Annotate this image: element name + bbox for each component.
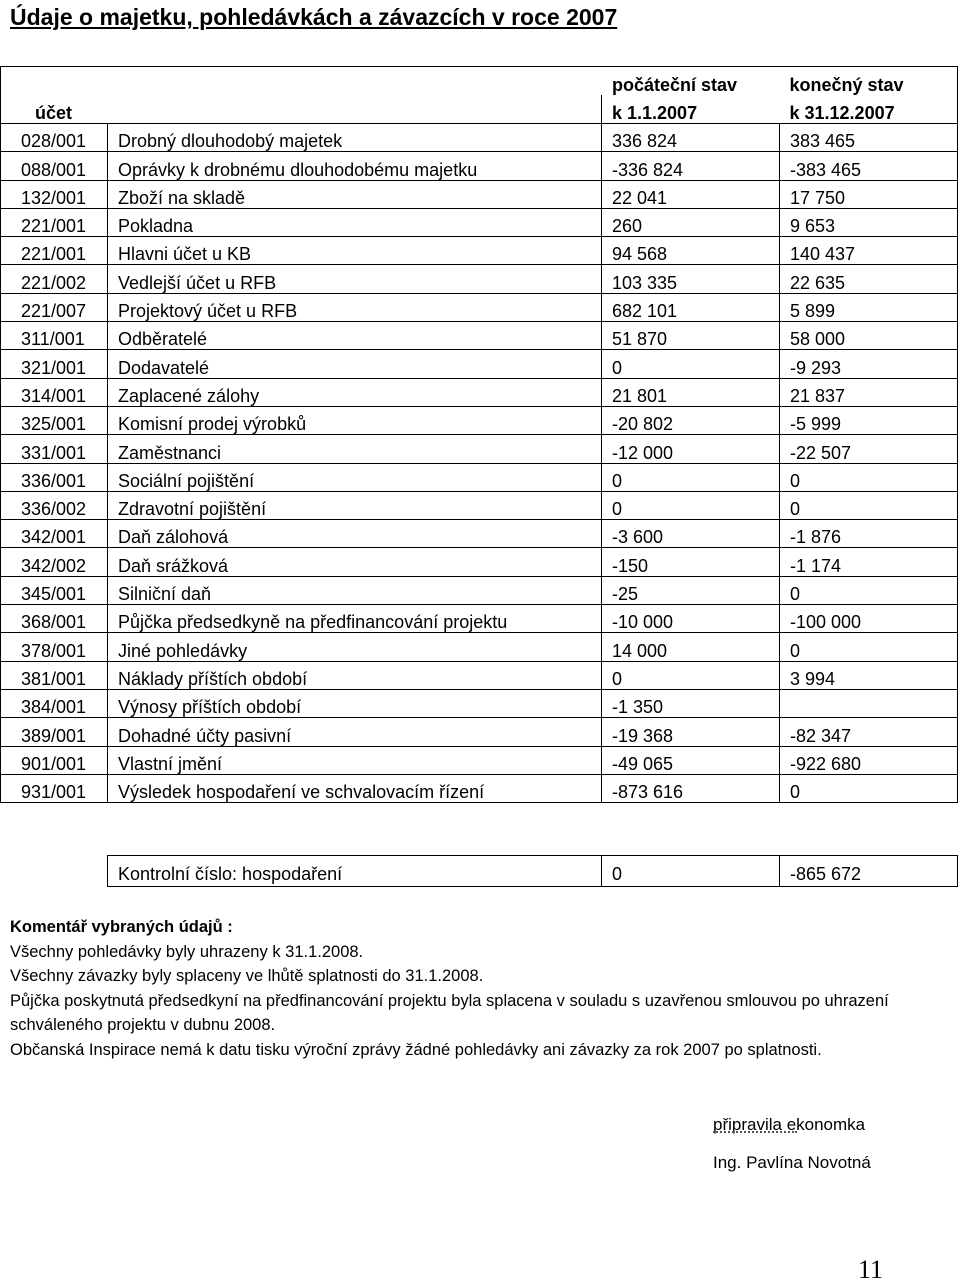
control-table bbox=[107, 855, 958, 887]
account-cell: 342/002 bbox=[1, 548, 108, 576]
start-value-cell: -12 000 bbox=[602, 435, 780, 463]
name-cell: Výsledek hospodaření ve schvalovacím řízení bbox=[108, 774, 602, 802]
table-row bbox=[1, 293, 958, 321]
end-value-cell: -383 465 bbox=[780, 152, 958, 180]
end-value-cell: -82 347 bbox=[780, 718, 958, 746]
header-end-label: konečný stav bbox=[780, 67, 958, 96]
comment-line: Občanská Inspirace nemá k datu tisku výroční zprávy žádné pohledávky ani závazky za rok 2007 po splatnosti. bbox=[10, 1040, 822, 1059]
control-end-value: -865 672 bbox=[780, 856, 958, 887]
signature-role: připravila ekonomka bbox=[713, 1115, 866, 1134]
end-value-cell: 21 837 bbox=[780, 378, 958, 406]
name-cell: Komisní prodej výrobků bbox=[108, 406, 602, 434]
name-cell: Dodavatelé bbox=[108, 350, 602, 378]
start-value-cell: -20 802 bbox=[602, 406, 780, 434]
account-cell: 331/001 bbox=[1, 435, 108, 463]
end-value-cell: 3 994 bbox=[780, 661, 958, 689]
name-cell: Daň srážková bbox=[108, 548, 602, 576]
end-value-cell: -5 999 bbox=[780, 406, 958, 434]
start-value-cell: -873 616 bbox=[602, 774, 780, 802]
name-cell: Zboží na skladě bbox=[108, 180, 602, 208]
header-cell bbox=[108, 95, 602, 124]
account-cell: 028/001 bbox=[1, 124, 108, 152]
header-start-date: k 1.1.2007 bbox=[602, 95, 780, 124]
table-header-row bbox=[1, 67, 958, 96]
start-value-cell: -25 bbox=[602, 576, 780, 604]
name-cell: Zdravotní pojištění bbox=[108, 491, 602, 519]
end-value-cell: -1 174 bbox=[780, 548, 958, 576]
end-value-cell: -1 876 bbox=[780, 520, 958, 548]
end-value-cell: 0 bbox=[780, 491, 958, 519]
table-row bbox=[1, 350, 958, 378]
table-row bbox=[1, 605, 958, 633]
comment-line: Všechny pohledávky byly uhrazeny k 31.1.2008. bbox=[10, 942, 364, 961]
start-value-cell: -3 600 bbox=[602, 520, 780, 548]
table-row bbox=[1, 237, 958, 265]
start-value-cell: 260 bbox=[602, 208, 780, 236]
account-cell: 325/001 bbox=[1, 406, 108, 434]
name-cell: Vlastní jmění bbox=[108, 746, 602, 774]
table-row bbox=[1, 435, 958, 463]
signature-block bbox=[713, 1116, 871, 1172]
table-row bbox=[1, 406, 958, 434]
account-cell: 368/001 bbox=[1, 605, 108, 633]
control-label: Kontrolní číslo: hospodaření bbox=[108, 856, 602, 887]
table-row bbox=[1, 180, 958, 208]
name-cell: Daň zálohová bbox=[108, 520, 602, 548]
table-row bbox=[1, 208, 958, 236]
name-cell: Drobný dlouhodobý majetek bbox=[108, 124, 602, 152]
account-cell: 381/001 bbox=[1, 661, 108, 689]
start-value-cell: 682 101 bbox=[602, 293, 780, 321]
account-cell: 221/001 bbox=[1, 237, 108, 265]
header-end-date: k 31.12.2007 bbox=[780, 95, 958, 124]
account-cell: 336/002 bbox=[1, 491, 108, 519]
table-row bbox=[1, 689, 958, 717]
header-cell bbox=[108, 67, 602, 96]
end-value-cell: 0 bbox=[780, 774, 958, 802]
start-value-cell: 94 568 bbox=[602, 237, 780, 265]
account-cell: 345/001 bbox=[1, 576, 108, 604]
account-cell: 221/001 bbox=[1, 208, 108, 236]
start-value-cell: 51 870 bbox=[602, 322, 780, 350]
control-start-value: 0 bbox=[602, 856, 780, 887]
start-value-cell: 103 335 bbox=[602, 265, 780, 293]
name-cell: Sociální pojištění bbox=[108, 463, 602, 491]
start-value-cell: 0 bbox=[602, 350, 780, 378]
end-value-cell: -22 507 bbox=[780, 435, 958, 463]
end-value-cell: 0 bbox=[780, 633, 958, 661]
start-value-cell: 21 801 bbox=[602, 378, 780, 406]
account-cell: 931/001 bbox=[1, 774, 108, 802]
start-value-cell: -336 824 bbox=[602, 152, 780, 180]
account-cell: 384/001 bbox=[1, 689, 108, 717]
end-value-cell: 0 bbox=[780, 463, 958, 491]
comment-title: Komentář vybraných údajů : bbox=[10, 918, 233, 936]
name-cell: Projektový účet u RFB bbox=[108, 293, 602, 321]
start-value-cell: 336 824 bbox=[602, 124, 780, 152]
start-value-cell: -10 000 bbox=[602, 605, 780, 633]
name-cell: Náklady příštích období bbox=[108, 661, 602, 689]
header-cell bbox=[1, 67, 108, 96]
end-value-cell: 9 653 bbox=[780, 208, 958, 236]
end-value-cell: 0 bbox=[780, 576, 958, 604]
table-row bbox=[1, 548, 958, 576]
header-account-label: účet bbox=[1, 95, 108, 124]
comment-line: Půjčka poskytnutá předsedkyní na předfinancování projektu byla splacena v souladu s uzavřenou smlouvou po uhrazení schváleného projektu v dubnu 2008. bbox=[10, 991, 889, 1034]
assets-table bbox=[0, 66, 958, 803]
account-cell: 314/001 bbox=[1, 378, 108, 406]
account-cell: 378/001 bbox=[1, 633, 108, 661]
table-header-row bbox=[1, 95, 958, 124]
name-cell: Odběratelé bbox=[108, 322, 602, 350]
start-value-cell: -150 bbox=[602, 548, 780, 576]
account-cell: 389/001 bbox=[1, 718, 108, 746]
table-row bbox=[1, 661, 958, 689]
start-value-cell: 22 041 bbox=[602, 180, 780, 208]
comment-section bbox=[10, 915, 950, 1062]
start-value-cell: -1 350 bbox=[602, 689, 780, 717]
end-value-cell: -100 000 bbox=[780, 605, 958, 633]
end-value-cell: -9 293 bbox=[780, 350, 958, 378]
start-value-cell: 0 bbox=[602, 491, 780, 519]
name-cell: Výnosy příštích období bbox=[108, 689, 602, 717]
name-cell: Hlavni účet u KB bbox=[108, 237, 602, 265]
table-row bbox=[1, 718, 958, 746]
table-row bbox=[1, 378, 958, 406]
end-value-cell: 5 899 bbox=[780, 293, 958, 321]
start-value-cell: -19 368 bbox=[602, 718, 780, 746]
start-value-cell: -49 065 bbox=[602, 746, 780, 774]
account-cell: 088/001 bbox=[1, 152, 108, 180]
table-row bbox=[1, 463, 958, 491]
name-cell: Oprávky k drobnému dlouhodobému majetku bbox=[108, 152, 602, 180]
start-value-cell: 14 000 bbox=[602, 633, 780, 661]
end-value-cell: 22 635 bbox=[780, 265, 958, 293]
page-number: 11 bbox=[858, 1255, 884, 1284]
name-cell: Pokladna bbox=[108, 208, 602, 236]
control-row bbox=[108, 856, 958, 887]
name-cell: Zaměstnanci bbox=[108, 435, 602, 463]
signature-name: Ing. Pavlína Novotná bbox=[713, 1153, 871, 1172]
account-cell: 901/001 bbox=[1, 746, 108, 774]
end-value-cell bbox=[780, 689, 958, 717]
account-cell: 321/001 bbox=[1, 350, 108, 378]
name-cell: Silniční daň bbox=[108, 576, 602, 604]
end-value-cell: -922 680 bbox=[780, 746, 958, 774]
end-value-cell: 58 000 bbox=[780, 322, 958, 350]
handwritten-signature bbox=[713, 1134, 871, 1154]
header-start-label: počáteční stav bbox=[602, 67, 780, 96]
name-cell: Zaplacené zálohy bbox=[108, 378, 602, 406]
table-row bbox=[1, 633, 958, 661]
start-value-cell: 0 bbox=[602, 463, 780, 491]
page-title: Údaje o majetku, pohledávkách a závazcích v roce 2007 bbox=[10, 4, 618, 30]
account-cell: 342/001 bbox=[1, 520, 108, 548]
account-cell: 132/001 bbox=[1, 180, 108, 208]
account-cell: 221/002 bbox=[1, 265, 108, 293]
end-value-cell: 140 437 bbox=[780, 237, 958, 265]
start-value-cell: 0 bbox=[602, 661, 780, 689]
account-cell: 311/001 bbox=[1, 322, 108, 350]
table-row bbox=[1, 152, 958, 180]
name-cell: Dohadné účty pasivní bbox=[108, 718, 602, 746]
table-row bbox=[1, 774, 958, 802]
end-value-cell: 383 465 bbox=[780, 124, 958, 152]
end-value-cell: 17 750 bbox=[780, 180, 958, 208]
table-row bbox=[1, 576, 958, 604]
name-cell: Půjčka předsedkyně na předfinancování projektu bbox=[108, 605, 602, 633]
name-cell: Jiné pohledávky bbox=[108, 633, 602, 661]
account-cell: 221/007 bbox=[1, 293, 108, 321]
comment-line: Všechny závazky byly splaceny ve lhůtě splatnosti do 31.1.2008. bbox=[10, 967, 484, 985]
table-row bbox=[1, 520, 958, 548]
table-row bbox=[1, 322, 958, 350]
table-row bbox=[1, 124, 958, 152]
account-cell: 336/001 bbox=[1, 463, 108, 491]
name-cell: Vedlejší účet u RFB bbox=[108, 265, 602, 293]
table-row bbox=[1, 491, 958, 519]
table-row bbox=[1, 265, 958, 293]
table-row bbox=[1, 746, 958, 774]
